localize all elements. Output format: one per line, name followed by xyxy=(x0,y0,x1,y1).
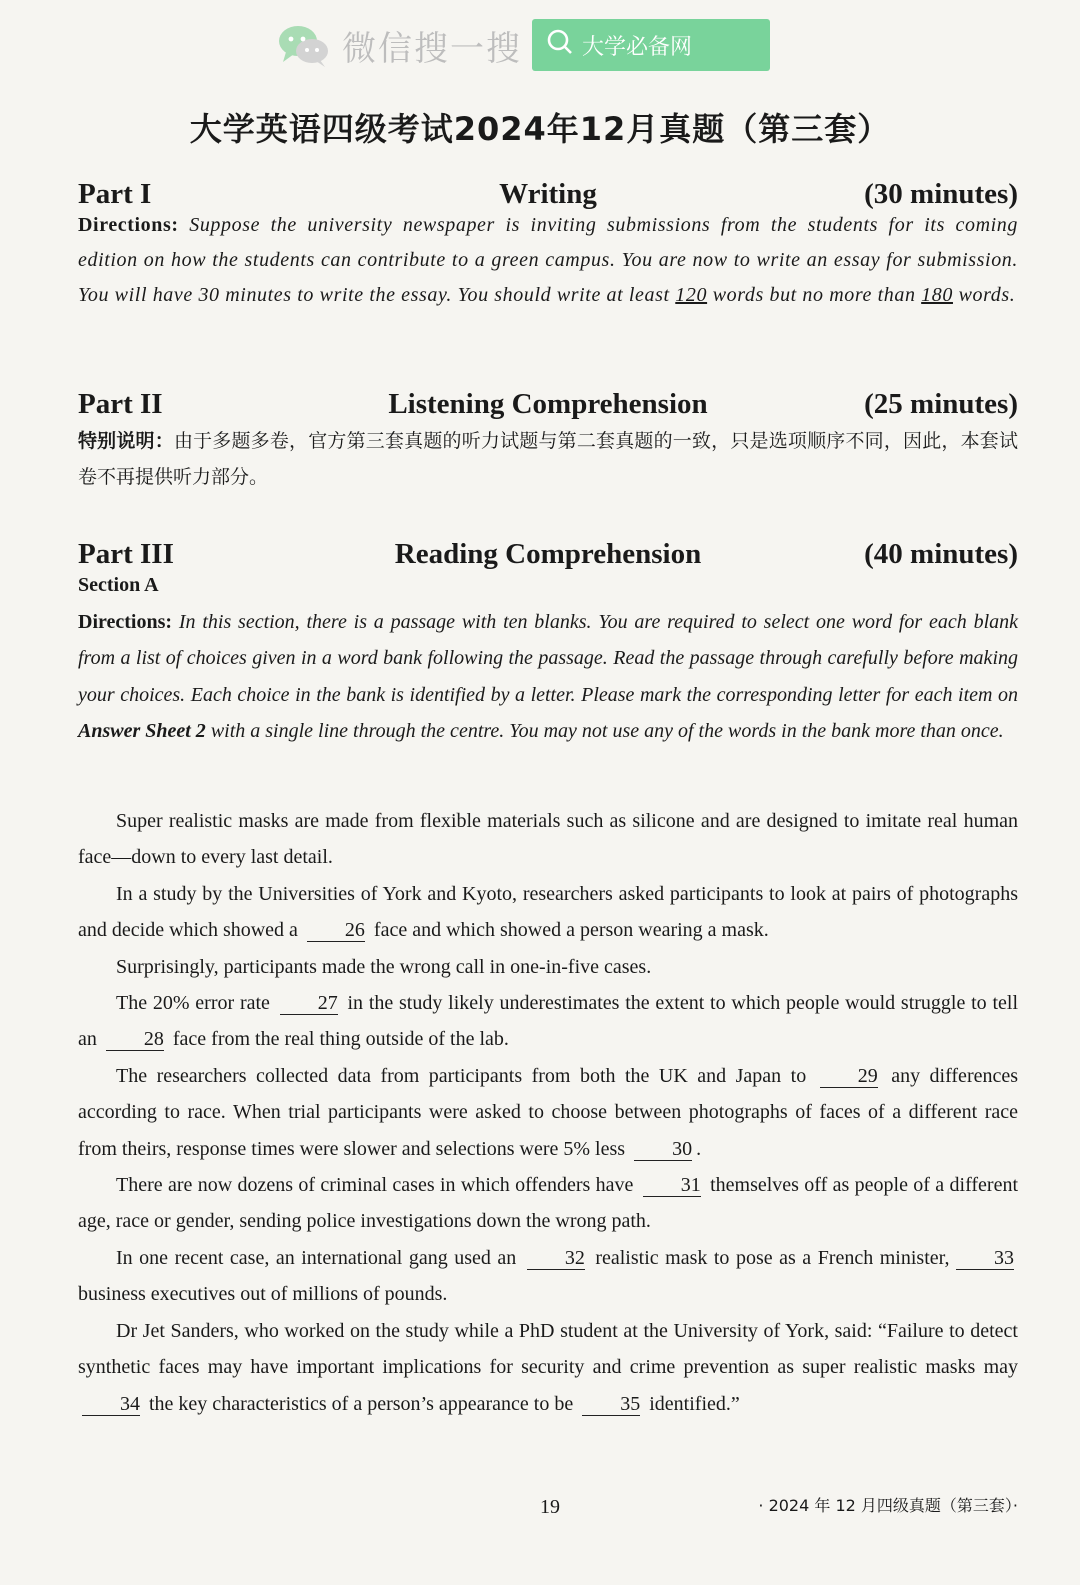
part2-time: (25 minutes) xyxy=(864,388,1018,420)
part3-directions: Directions: In this section, there is a passage with ten blanks. You are required to select one word for each blank from a list of choices given in a word bank following the passage. Read the passage through carefully before making your choices. Each choice in the bank is identified by a letter. Please mark the corresponding letter for each item on Answer Sheet 2 with a single line through the centre. You may not use any of the words in the bank more than once. xyxy=(78,611,1019,743)
watermark-search-box xyxy=(532,19,770,71)
wechat-logo-icon xyxy=(276,22,332,68)
blank-31[interactable]: 31 xyxy=(643,1174,701,1197)
blank-26[interactable]: 26 xyxy=(307,919,365,942)
part1-label: Part I xyxy=(78,178,152,210)
blank-33[interactable]: 33 xyxy=(956,1247,1014,1270)
blank-34[interactable]: 34 xyxy=(82,1393,140,1416)
page-number: 19 xyxy=(540,1496,560,1518)
wechat-search-watermark xyxy=(276,18,780,72)
directions-label: Directions: xyxy=(78,214,179,236)
part2-header xyxy=(78,388,1018,424)
reading-passage xyxy=(78,803,1018,1422)
part1-name: Writing xyxy=(499,178,597,210)
answer-sheet-ref: Answer Sheet 2 xyxy=(78,720,206,743)
paragraph: There are now dozens of criminal cases in which offenders have 31 themselves off as people of a different age, race or gender, sending police investigations down the wrong path. xyxy=(78,1174,1019,1233)
paragraph: Super realistic masks are made from flexible materials such as silicone and are designed to imitate real human face—down to every last detail. xyxy=(78,810,1018,869)
blank-27[interactable]: 27 xyxy=(280,992,338,1015)
paragraph: The 20% error rate 27 in the study likely underestimates the extent to which people would struggle to tell an 28 face from the real thing outside of the lab. xyxy=(78,992,1019,1051)
max-words: 180 xyxy=(921,284,953,306)
exam-title: 大学英语四级考试2024年12月真题（第三套） xyxy=(189,110,891,148)
paragraph: In a study by the Universities of York and Kyoto, researchers asked participants to look at pairs of photographs and decide which showed a 26 face and which showed a person wearing a mask. xyxy=(78,882,1018,942)
watermark-search-text: 大学必备网 xyxy=(582,34,693,60)
paragraph: Surprisingly, participants made the wrong call in one-in-five cases. xyxy=(116,955,652,978)
directions-label: Directions: xyxy=(78,611,173,633)
blank-28[interactable]: 28 xyxy=(106,1028,164,1051)
part1-time: (30 minutes) xyxy=(864,178,1018,210)
paragraph: In one recent case, an international gang used an 32 realistic mask to pose as a French minister, 33 business executives out of millions of pounds. xyxy=(78,1246,1015,1306)
part1-directions: Directions: Suppose the university newspaper is inviting submissions from the students for its coming edition on how the students can contribute to a green campus. You are now to write an essay for submission. You will have 30 minutes to write the essay. You should write at least 120 words but no more than 180 words. xyxy=(78,214,1018,306)
section-a-label: Section A xyxy=(78,574,159,596)
min-words: 120 xyxy=(675,284,708,306)
page-footer: · 2024 年 12 月四级真题（第三套）· xyxy=(758,1496,1018,1515)
part2-label: Part II xyxy=(78,388,163,420)
search-icon xyxy=(546,28,574,62)
special-note-label: 特别说明： xyxy=(78,430,174,452)
blank-30[interactable]: 30 xyxy=(634,1138,692,1161)
part2-note: 特别说明：由于多题多卷，官方第三套真题的听力试题与第二套真题的一致，只是选项顺序不同，因此，本套试卷不再提供听力部分。 xyxy=(78,430,1018,488)
part3-name: Reading Comprehension xyxy=(394,538,702,570)
blank-32[interactable]: 32 xyxy=(527,1247,585,1270)
part3-header xyxy=(78,538,1018,574)
watermark-app-text: 微信搜一搜 xyxy=(342,28,522,69)
paragraph: The researchers collected data from participants from both the UK and Japan to 29 any differences according to race. When trial participants were asked to choose between photographs of faces of a different race from theirs, response times were slower and selections were 5% less 30 . xyxy=(78,1064,1019,1160)
paragraph: Dr Jet Sanders, who worked on the study while a PhD student at the University of York, said: “Failure to detect synthetic faces may have important implications for security and crime prevention as super realistic masks may 34 the key characteristics of a person’s appearance to be 35 identified.” xyxy=(78,1319,1018,1415)
part2-name: Listening Comprehension xyxy=(388,388,708,420)
part3-time: (40 minutes) xyxy=(864,538,1018,570)
part3-label: Part III xyxy=(78,538,174,570)
blank-35[interactable]: 35 xyxy=(582,1393,640,1416)
blank-29[interactable]: 29 xyxy=(820,1065,878,1088)
